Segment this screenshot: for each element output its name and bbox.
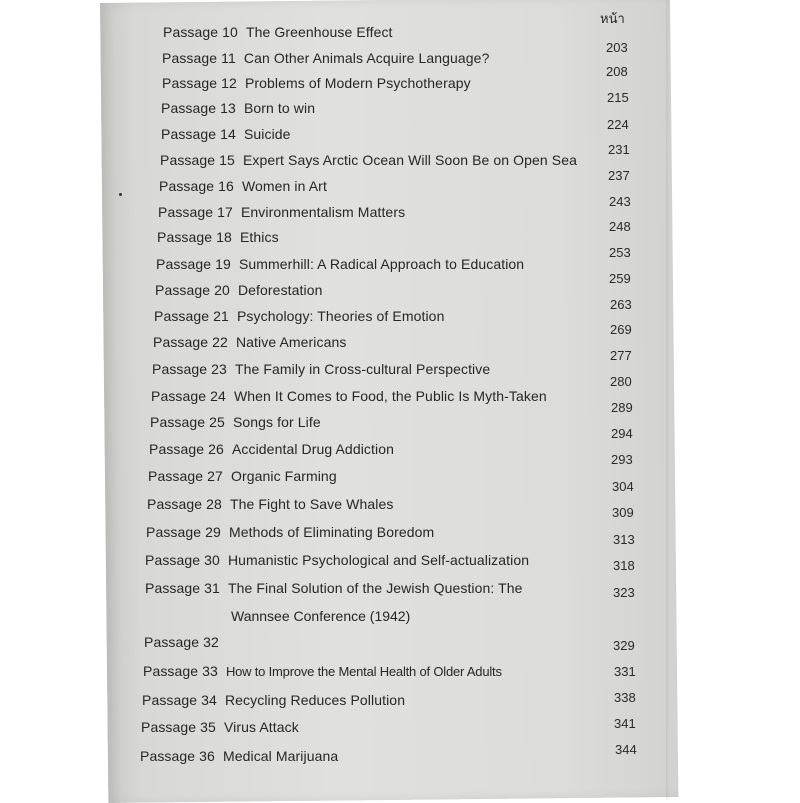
passage-number: Passage 13 bbox=[161, 100, 236, 116]
passage-title: Medical Marijuana bbox=[222, 748, 339, 764]
toc-entry bbox=[156, 256, 524, 272]
passage-title: Summerhill: A Radical Approach to Education bbox=[238, 256, 525, 272]
passage-number: Passage 16 bbox=[159, 178, 234, 194]
toc-entry bbox=[158, 204, 405, 220]
toc-entry bbox=[163, 24, 393, 40]
passage-number: Passage 15 bbox=[160, 152, 235, 168]
page-number: 313 bbox=[613, 532, 635, 547]
passage-title: Methods of Eliminating Boredom bbox=[228, 524, 435, 540]
page-number: 248 bbox=[609, 219, 631, 234]
page-number: 237 bbox=[608, 168, 630, 183]
toc-entry bbox=[144, 634, 227, 650]
page-number: 243 bbox=[609, 194, 631, 209]
page-number: 289 bbox=[611, 400, 633, 415]
passage-number: Passage 27 bbox=[148, 468, 223, 484]
page-edge-shadow bbox=[666, 0, 670, 800]
passage-number: Passage 14 bbox=[161, 126, 236, 142]
page-number: 263 bbox=[610, 297, 632, 312]
passage-title-continued: Wannsee Conference (1942) bbox=[231, 608, 411, 624]
page-number: 293 bbox=[611, 452, 633, 467]
passage-title: The Final Solution of the Jewish Question: The bbox=[227, 580, 523, 596]
passage-title: Born to win bbox=[243, 100, 316, 116]
page-number: 338 bbox=[614, 690, 636, 705]
toc-entry bbox=[146, 524, 434, 540]
passage-number: Passage 23 bbox=[152, 361, 227, 377]
passage-title: How to Improve the Mental Health of Older Adults bbox=[225, 664, 502, 679]
page-number: 344 bbox=[615, 742, 637, 757]
toc-entry bbox=[145, 580, 523, 596]
page-number: 277 bbox=[610, 348, 632, 363]
toc-entry bbox=[141, 719, 299, 735]
toc-entry bbox=[159, 178, 327, 194]
page-number: 215 bbox=[607, 90, 629, 105]
passage-number: Passage 33 bbox=[143, 663, 218, 679]
passage-number: Passage 11 bbox=[162, 50, 236, 66]
passage-title: Problems of Modern Psychotherapy bbox=[244, 75, 471, 91]
toc-entry bbox=[148, 468, 337, 484]
passage-title: When It Comes to Food, the Public Is Myth-Taken bbox=[233, 388, 547, 404]
ink-speck bbox=[119, 193, 122, 196]
toc-entry bbox=[154, 308, 444, 324]
passage-title: The Greenhouse Effect bbox=[245, 24, 393, 40]
page-number: 318 bbox=[613, 558, 635, 573]
page-number: 253 bbox=[609, 245, 631, 260]
page-column-header: หน้า bbox=[600, 11, 625, 26]
toc-entry bbox=[162, 75, 471, 91]
passage-number: Passage 24 bbox=[151, 388, 226, 404]
passage-number: Passage 30 bbox=[145, 552, 220, 568]
page-number: 280 bbox=[610, 374, 632, 389]
toc-entry bbox=[147, 496, 393, 512]
page-number: 259 bbox=[609, 271, 631, 286]
toc-entry bbox=[162, 50, 489, 66]
passage-number: Passage 34 bbox=[142, 692, 217, 708]
toc-entry bbox=[140, 748, 338, 764]
toc-entry bbox=[151, 388, 547, 404]
page-number: 231 bbox=[608, 142, 630, 157]
passage-number: Passage 10 bbox=[163, 24, 238, 40]
passage-number: Passage 32 bbox=[144, 634, 219, 650]
toc-entry bbox=[157, 229, 279, 245]
page-number: 331 bbox=[614, 664, 636, 679]
toc-entry bbox=[155, 282, 323, 298]
passage-title: Native Americans bbox=[235, 334, 347, 350]
toc-entry bbox=[160, 152, 577, 168]
passage-title: Humanistic Psychological and Self-actualization bbox=[227, 552, 530, 568]
page-number: 309 bbox=[612, 505, 634, 520]
passage-title: Women in Art bbox=[241, 178, 327, 194]
page-number: 203 bbox=[606, 40, 628, 55]
passage-title: Environmentalism Matters bbox=[240, 204, 406, 220]
toc-entry bbox=[161, 126, 291, 142]
page-number: 304 bbox=[612, 479, 634, 494]
passage-number: Passage 17 bbox=[158, 204, 233, 220]
passage-title: Songs for Life bbox=[232, 414, 321, 430]
passage-number: Passage 20 bbox=[155, 282, 230, 298]
toc-entry bbox=[161, 100, 315, 116]
page-number: 224 bbox=[607, 117, 629, 132]
passage-number: Passage 26 bbox=[149, 441, 224, 457]
toc-entry bbox=[150, 414, 321, 430]
passage-number: Passage 21 bbox=[154, 308, 229, 324]
passage-number: Passage 35 bbox=[141, 719, 216, 735]
passage-number: Passage 36 bbox=[140, 748, 215, 764]
page-number: 323 bbox=[613, 585, 635, 600]
passage-number: Passage 19 bbox=[156, 256, 231, 272]
passage-title: Organic Farming bbox=[230, 468, 337, 484]
toc-entry bbox=[142, 692, 405, 708]
passage-title: Expert Says Arctic Ocean Will Soon Be on Open Sea bbox=[242, 152, 578, 168]
toc-entry bbox=[153, 334, 346, 350]
passage-number: Passage 31 bbox=[145, 580, 220, 596]
passage-number: Passage 25 bbox=[150, 414, 225, 430]
page-number: 269 bbox=[610, 322, 632, 337]
passage-title: Suicide bbox=[243, 126, 291, 142]
page-number: 341 bbox=[614, 716, 636, 731]
passage-title: Deforestation bbox=[237, 282, 323, 298]
passage-title: Ethics bbox=[239, 229, 279, 245]
toc-entry bbox=[152, 361, 490, 377]
passage-number: Passage 18 bbox=[157, 229, 232, 245]
passage-title: The Fight to Save Whales bbox=[229, 496, 394, 512]
passage-title: Can Other Animals Acquire Language? bbox=[243, 50, 490, 66]
passage-number: Passage 12 bbox=[162, 75, 237, 91]
page-number: 208 bbox=[606, 64, 628, 79]
passage-title: Recycling Reduces Pollution bbox=[224, 692, 406, 708]
toc-entry bbox=[143, 663, 502, 679]
passage-title: Virus Attack bbox=[223, 719, 299, 735]
toc-entry bbox=[145, 552, 529, 568]
passage-title: Accidental Drug Addiction bbox=[231, 441, 394, 457]
page-number: 329 bbox=[613, 638, 635, 653]
passage-number: Passage 22 bbox=[153, 334, 228, 350]
toc-entry bbox=[149, 441, 394, 457]
passage-number: Passage 29 bbox=[146, 524, 221, 540]
passage-title: Psychology: Theories of Emotion bbox=[236, 308, 445, 324]
page-number: 294 bbox=[611, 426, 633, 441]
passage-number: Passage 28 bbox=[147, 496, 222, 512]
passage-title: The Family in Cross-cultural Perspective bbox=[234, 361, 491, 377]
